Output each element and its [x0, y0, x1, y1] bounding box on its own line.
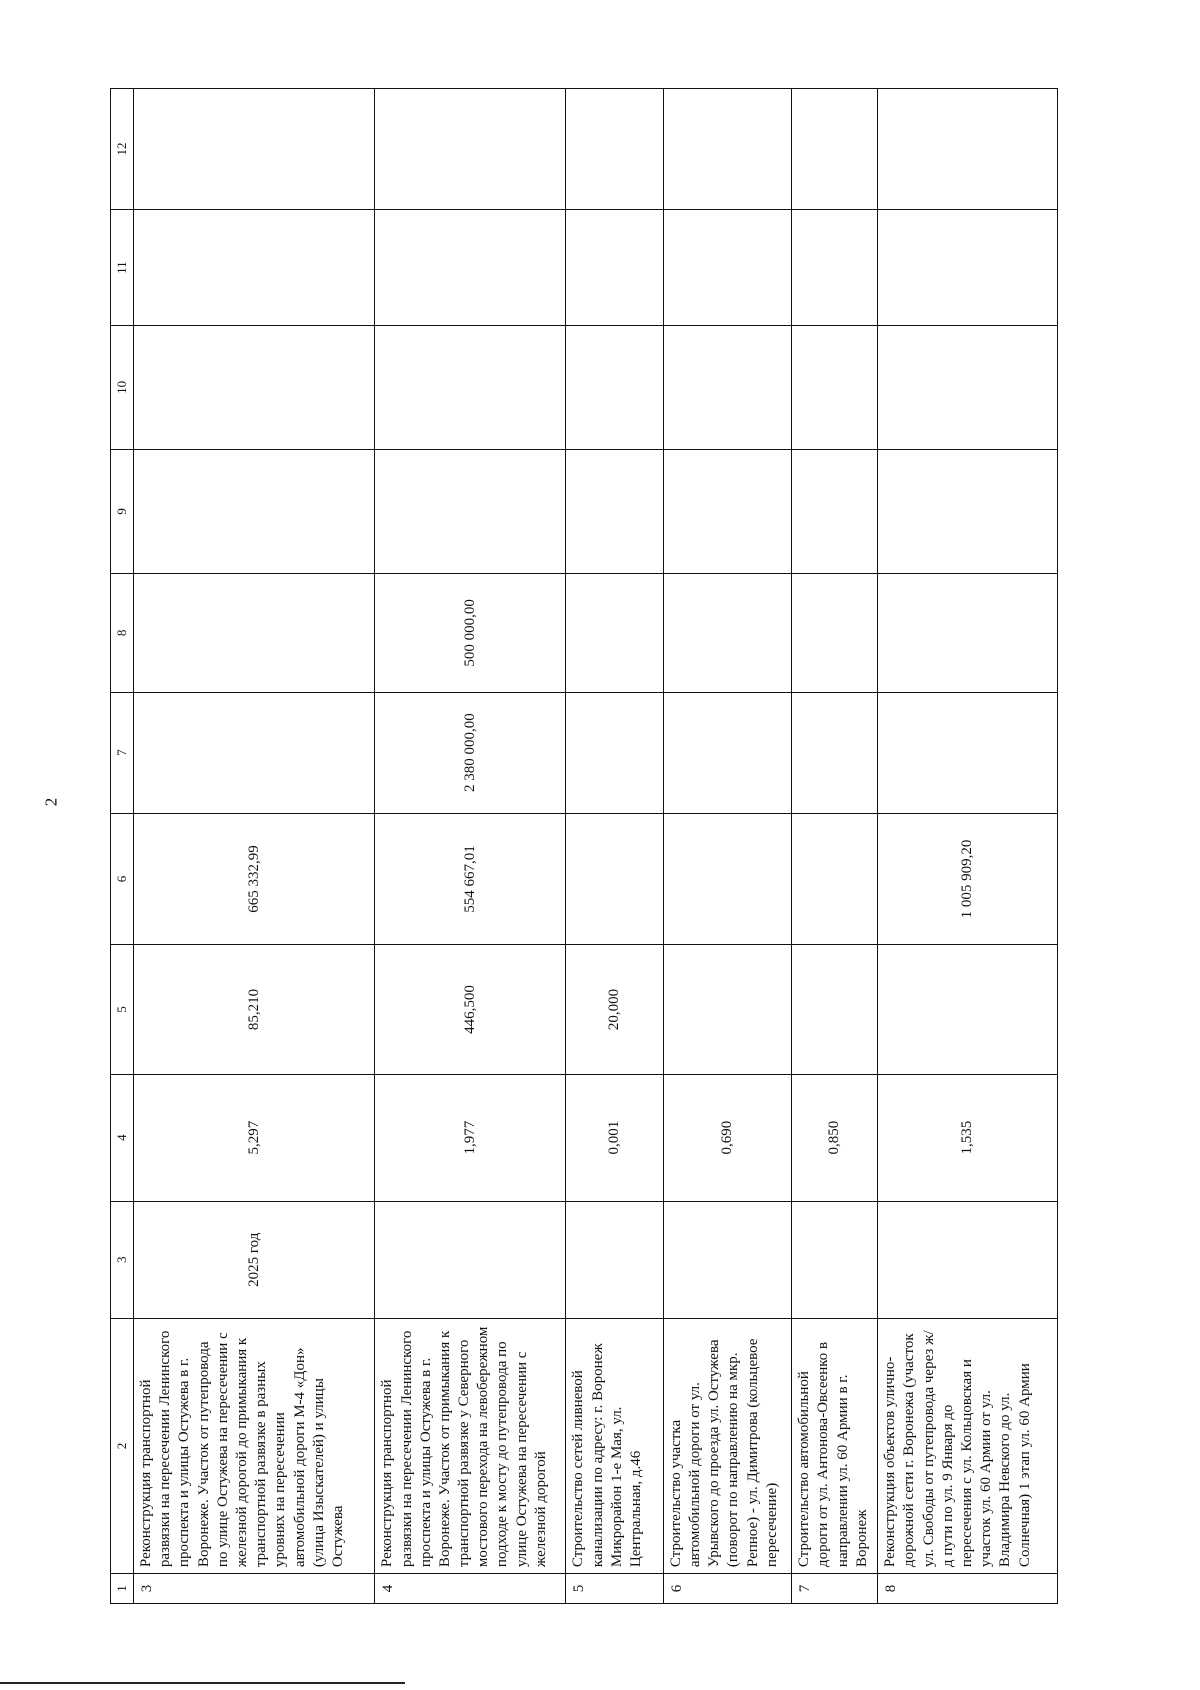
cell-col5: 85,210	[134, 945, 375, 1074]
cell-year	[878, 1201, 1058, 1318]
col-header: 7	[111, 692, 134, 813]
cell-col5: 446,500	[375, 945, 566, 1074]
cell-col8	[134, 574, 375, 693]
project-name: Строительство сетей ливневой канализации по адресу: г. Воронеж Микрорайон 1-е Мая, ул. Центральная, д.46	[566, 1318, 664, 1573]
cell-col10	[878, 326, 1058, 449]
cell-length: 5,297	[134, 1074, 375, 1201]
cell-col7: 2 380 000,00	[375, 692, 566, 813]
cell-length: 1,977	[375, 1074, 566, 1201]
row-index: 3	[134, 1574, 375, 1604]
cell-col10	[134, 326, 375, 449]
cell-col10	[375, 326, 566, 449]
cell-col6: 665 332,99	[134, 813, 375, 945]
cell-year	[375, 1201, 566, 1318]
col-header: 10	[111, 326, 134, 449]
cell-col11	[375, 210, 566, 326]
cell-col11	[878, 210, 1058, 326]
footnote-rule	[0, 1682, 405, 1684]
cell-col8	[878, 574, 1058, 693]
col-header: 6	[111, 813, 134, 945]
cell-col8	[566, 574, 664, 693]
project-name: Реконструкция объектов улично-дорожной сети г. Воронежа (участок ул. Свободы от путепровода через ж/д пути по ул. 9 Января до пересечения с ул. Кольцовская и участок ул. 60 Армии от ул. Владимира Невского до ул. Солнечная) 1 этап ул. 60 Армии	[878, 1318, 1058, 1573]
cell-col6	[663, 813, 791, 945]
projects-table	[110, 88, 1058, 1604]
col-header: 9	[111, 449, 134, 574]
table-row	[663, 89, 791, 1604]
cell-col11	[566, 210, 664, 326]
col-header: 1	[111, 1574, 134, 1604]
cell-col6	[792, 813, 878, 945]
cell-year	[792, 1201, 878, 1318]
cell-col6: 1 005 909,20	[878, 813, 1058, 945]
header-row	[111, 89, 134, 1604]
cell-col9	[134, 449, 375, 574]
cell-col12	[792, 89, 878, 210]
cell-col5	[663, 945, 791, 1074]
rotated-table-wrapper	[110, 88, 1058, 1604]
cell-col9	[566, 449, 664, 574]
col-header: 8	[111, 574, 134, 693]
row-index: 6	[663, 1574, 791, 1604]
table-row	[134, 89, 375, 1604]
col-header: 11	[111, 210, 134, 326]
row-index: 8	[878, 1574, 1058, 1604]
cell-col5: 20,000	[566, 945, 664, 1074]
col-header: 4	[111, 1074, 134, 1201]
col-header: 3	[111, 1201, 134, 1318]
cell-length: 0,690	[663, 1074, 791, 1201]
cell-col9	[792, 449, 878, 574]
cell-length: 0,850	[792, 1074, 878, 1201]
cell-col5	[792, 945, 878, 1074]
cell-col7	[134, 692, 375, 813]
cell-col7	[566, 692, 664, 813]
project-name: Строительство участка автомобильной дороги от ул. Урывского до проезда ул. Остужева (поворот по направлению на мкр. Репное) - ул. Димитрова (кольцевое пересечение)	[663, 1318, 791, 1573]
table-row	[792, 89, 878, 1604]
project-name: Реконструкция транспортной развязки на пересечении Ленинского проспекта и улицы Остужева в г. Воронеже. Участок от путепровода по улице Остужева на пересечении с железной дорогой до примыкания к транспортной развязке в разных уровнях на пересечении автомобильной дороги М-4 «Дон» (улица Изыскателей) и улицы Остужева	[134, 1318, 375, 1573]
col-header: 5	[111, 945, 134, 1074]
row-index: 4	[375, 1574, 566, 1604]
rotated-table	[110, 88, 1058, 1604]
cell-col8	[792, 574, 878, 693]
col-header: 2	[111, 1318, 134, 1573]
project-name: Строительство автомобильной дороги от ул. Антонова-Овсеенко в направлении ул. 60 Армии в г. Воронеж	[792, 1318, 878, 1573]
cell-col12	[375, 89, 566, 210]
cell-col7	[878, 692, 1058, 813]
cell-col8: 500 000,00	[375, 574, 566, 693]
cell-col6: 554 667,01	[375, 813, 566, 945]
cell-col9	[878, 449, 1058, 574]
cell-col9	[375, 449, 566, 574]
project-name: Реконструкция транспортной развязки на пересечении Ленинского проспекта и улицы Остужева в г. Воронеже. Участок от примыкания к транспортной развязке у Северного мостового перехода на левобережном подходе к мосту до путепровода по улице Остужева на пересечении с железной дорогой	[375, 1318, 566, 1573]
cell-year: 2025 год	[134, 1201, 375, 1318]
cell-year	[566, 1201, 664, 1318]
col-header: 12	[111, 89, 134, 210]
cell-length: 0,001	[566, 1074, 664, 1201]
cell-col9	[663, 449, 791, 574]
cell-col11	[134, 210, 375, 326]
cell-col12	[878, 89, 1058, 210]
cell-col7	[663, 692, 791, 813]
table-row	[566, 89, 664, 1604]
cell-col10	[566, 326, 664, 449]
cell-col10	[792, 326, 878, 449]
cell-col8	[663, 574, 791, 693]
cell-col6	[566, 813, 664, 945]
cell-length: 1,535	[878, 1074, 1058, 1201]
cell-col12	[663, 89, 791, 210]
cell-col12	[566, 89, 664, 210]
table-row	[375, 89, 566, 1604]
cell-col7	[792, 692, 878, 813]
table-row	[878, 89, 1058, 1604]
cell-col12	[134, 89, 375, 210]
cell-col11	[663, 210, 791, 326]
cell-col11	[792, 210, 878, 326]
row-index: 7	[792, 1574, 878, 1604]
cell-col10	[663, 326, 791, 449]
cell-year	[663, 1201, 791, 1318]
row-index: 5	[566, 1574, 664, 1604]
page-number: 2	[41, 797, 61, 807]
cell-col5	[878, 945, 1058, 1074]
